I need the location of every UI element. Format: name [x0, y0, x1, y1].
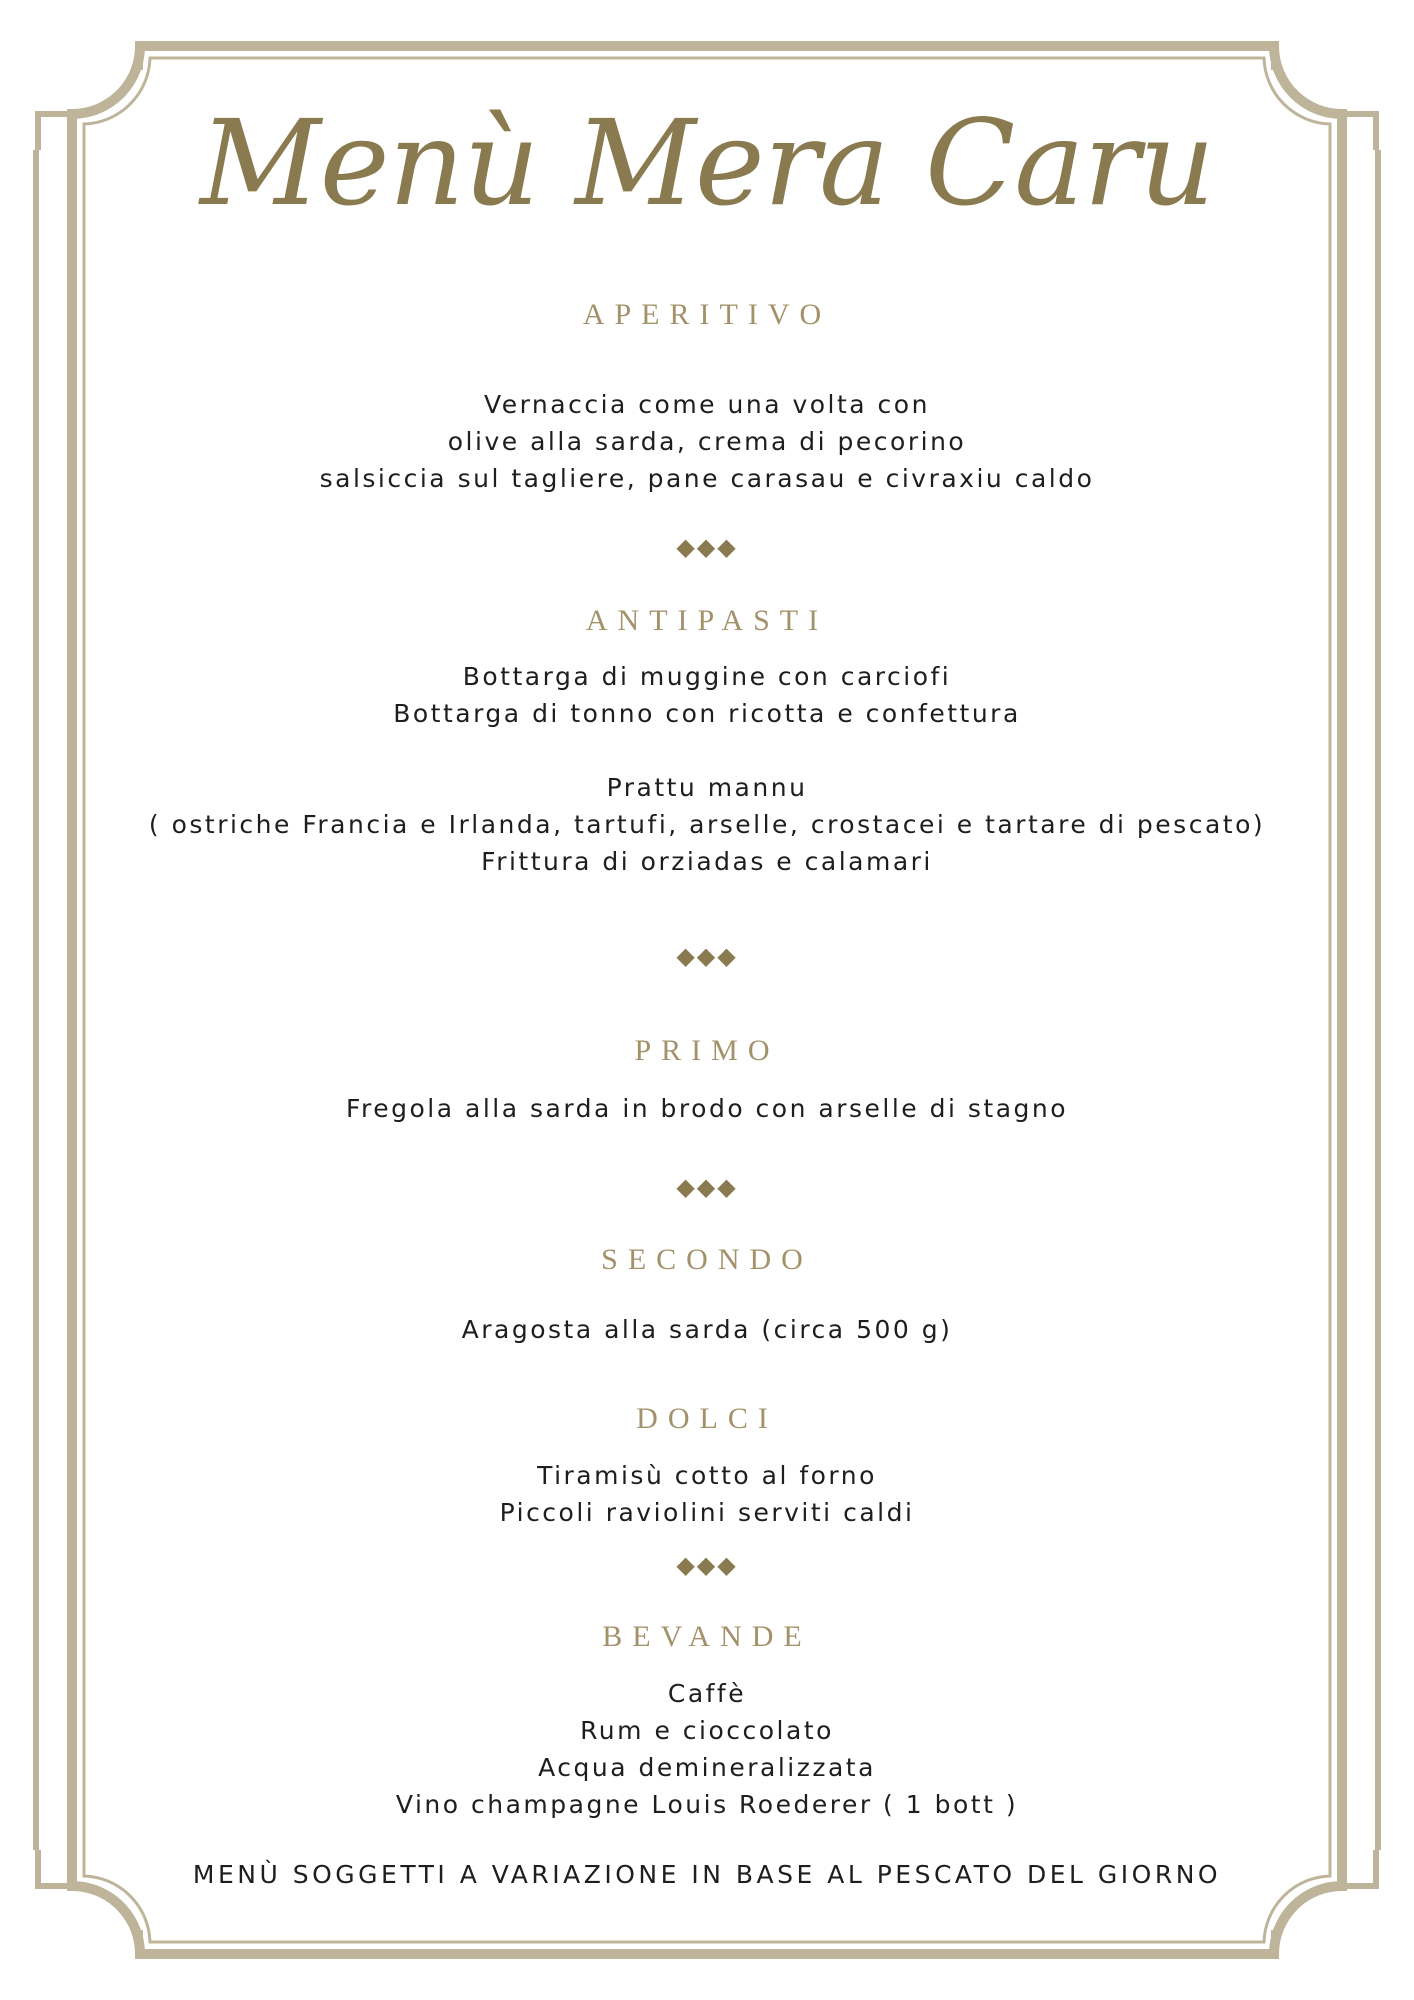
menu-title: Menù Mera Caru [199, 94, 1215, 232]
section-title-antipasti: ANTIPASTI [585, 604, 829, 637]
section-title-aperitivo: APERITIVO [582, 298, 832, 331]
inner-frame-line [84, 58, 1330, 1942]
section-items-secondo [0, 1311, 1414, 1348]
menu-item: Frittura di orziadas e calamari [481, 847, 933, 876]
diamond-divider-icon: ◆◆◆ [676, 1173, 738, 1201]
menu-item: ( ostriche Francia e Irlanda, tartufi, arselle, crostacei e tartare di pescato) [148, 810, 1266, 839]
section-title-primo: PRIMO [634, 1034, 780, 1067]
section-items-aperitivo [0, 386, 1414, 497]
diamond-divider-icon: ◆◆◆ [676, 533, 738, 561]
section-items-antipasti [0, 658, 1414, 880]
menu-item: salsiccia sul tagliere, pane carasau e civraxiu caldo [319, 464, 1095, 493]
menu-item: Prattu mannu [606, 773, 808, 802]
menu-item: Bottarga di tonno con ricotta e confettura [393, 699, 1021, 728]
menu-item: Rum e cioccolato [580, 1716, 834, 1745]
menu-item: Bottarga di muggine con carciofi [462, 662, 952, 691]
item-spacer [0, 732, 1414, 769]
menu-item: Acqua demineralizzata [538, 1753, 876, 1782]
menu-item: Vino champagne Louis Roederer ( 1 bott ) [395, 1790, 1019, 1819]
section-items-primo [0, 1090, 1414, 1127]
section-title-dolci: DOLCI [636, 1402, 778, 1435]
menu-item: Aragosta alla sarda (circa 500 g) [461, 1315, 953, 1344]
section-items-bevande [0, 1675, 1414, 1823]
menu-item: Caffè [667, 1679, 747, 1708]
footer-note: MENÙ SOGGETTI A VARIAZIONE IN BASE AL PESCATO DEL GIORNO [192, 1860, 1222, 1889]
section-items-dolci [0, 1457, 1414, 1531]
section-title-bevande: BEVANDE [602, 1620, 812, 1653]
diamond-divider-icon: ◆◆◆ [676, 1551, 738, 1579]
menu-item: olive alla sarda, crema di pecorino [447, 427, 967, 456]
menu-item: Fregola alla sarda in brodo con arselle di stagno [345, 1094, 1069, 1123]
menu-item: Tiramisù cotto al forno [537, 1461, 877, 1490]
diamond-divider-icon: ◆◆◆ [676, 942, 738, 970]
section-title-secondo: SECONDO [601, 1243, 813, 1276]
menu-item: Vernaccia come una volta con [484, 390, 930, 419]
menu-item: Piccoli raviolini serviti caldi [499, 1498, 915, 1527]
